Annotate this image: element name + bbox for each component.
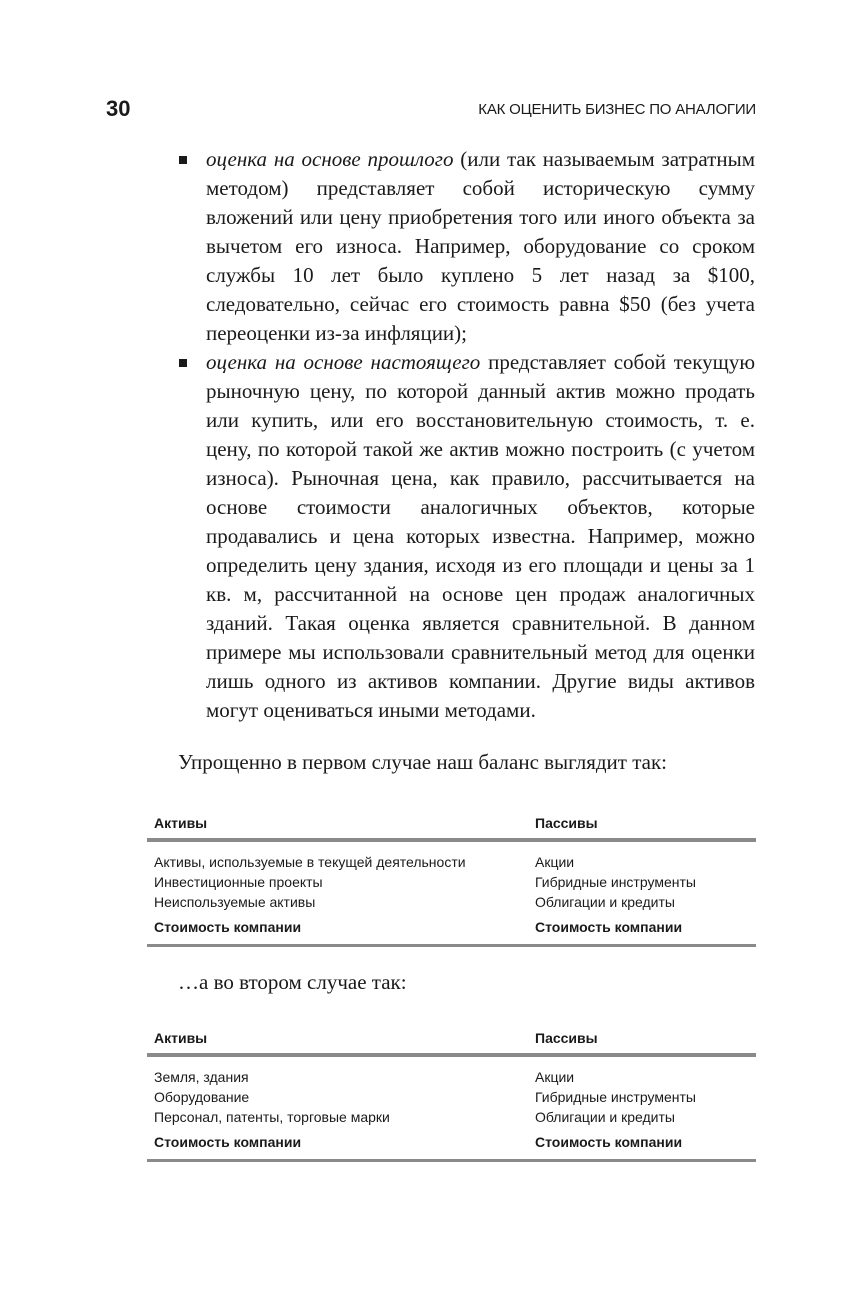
bullet-term: оценка на основе прошлого [206,147,454,171]
running-head: КАК ОЦЕНИТЬ БИЗНЕС ПО АНАЛОГИИ [478,101,756,118]
header-assets: Активы [154,1030,208,1046]
table-total-row [147,912,756,947]
square-bullet-icon [179,156,187,164]
cell-liability: Акции [535,1069,575,1085]
table-row [147,1067,756,1087]
cell-liability: Гибридные инструменты [535,874,696,890]
bullet-list [206,145,755,725]
intro-paragraph-1: Упрощенно в первом случае наш баланс выглядит так: [178,750,667,774]
table-header [147,1018,756,1057]
bullet-text: представляет собой текущую рыночную цену, по которой данный актив можно продать или купить, или его восстановительную стоимость, т. е. цену, по которой такой же актив можно построить (с учетом износа). Рыночная цена, как правило, рассчитывается на основе стоимости аналогичных объектов, которые продавались и цена которых известна. Например, можно определить цену здания, исходя из его площади и цены за 1 кв. м, рассчитанной на основе цен продаж аналогичных зданий. Такая оценка является сравнительной. В данном примере мы использовали сравнительный метод для оценки лишь одного из активов компании. Другие виды активов могут оцениваться иными методами. [206,350,756,722]
table-row [147,872,756,892]
bullet-item [206,348,755,725]
total-liabilities: Стоимость компании [535,919,683,935]
cell-liability: Облигации и кредиты [535,894,675,910]
table-header [147,803,756,842]
page-number: 30 [106,96,131,121]
table-total-row [147,1127,756,1162]
header-liabilities: Пассивы [535,815,598,831]
total-assets: Стоимость компании [154,1134,302,1150]
table-row [147,852,756,872]
table-row [147,1107,756,1127]
cell-asset: Персонал, патенты, торговые марки [154,1109,390,1125]
bullet-term: оценка на основе настоящего [206,350,481,374]
header-liabilities: Пассивы [535,1030,598,1046]
total-liabilities: Стоимость компании [535,1134,683,1150]
balance-table-2 [147,1018,756,1162]
cell-asset: Земля, здания [154,1069,249,1085]
square-bullet-icon [179,359,187,367]
bullet-text: (или так называемым затратным методом) представляет собой историческую сумму вложений или цену приобретения того или иного объекта за вычетом его износа. Например, оборудование со сроком службы 10 лет было куплено 5 лет назад за $100, следовательно, сейчас его стоимость равна $50 (без учета переоценки из-за инфляции); [206,147,755,345]
cell-liability: Облигации и кредиты [535,1109,675,1125]
header-assets: Активы [154,815,208,831]
total-assets: Стоимость компании [154,919,302,935]
cell-asset: Оборудование [154,1089,250,1105]
intro-paragraph-2: …а во втором случае так: [178,970,407,994]
cell-asset: Активы, используемые в текущей деятельности [154,854,466,870]
bullet-item [206,145,755,348]
table-row [147,1087,756,1107]
balance-table-1 [147,803,756,947]
cell-liability: Гибридные инструменты [535,1089,696,1105]
cell-liability: Акции [535,854,575,870]
cell-asset: Неиспользуемые активы [154,894,316,910]
table-row [147,892,756,912]
cell-asset: Инвестиционные проекты [154,874,323,890]
